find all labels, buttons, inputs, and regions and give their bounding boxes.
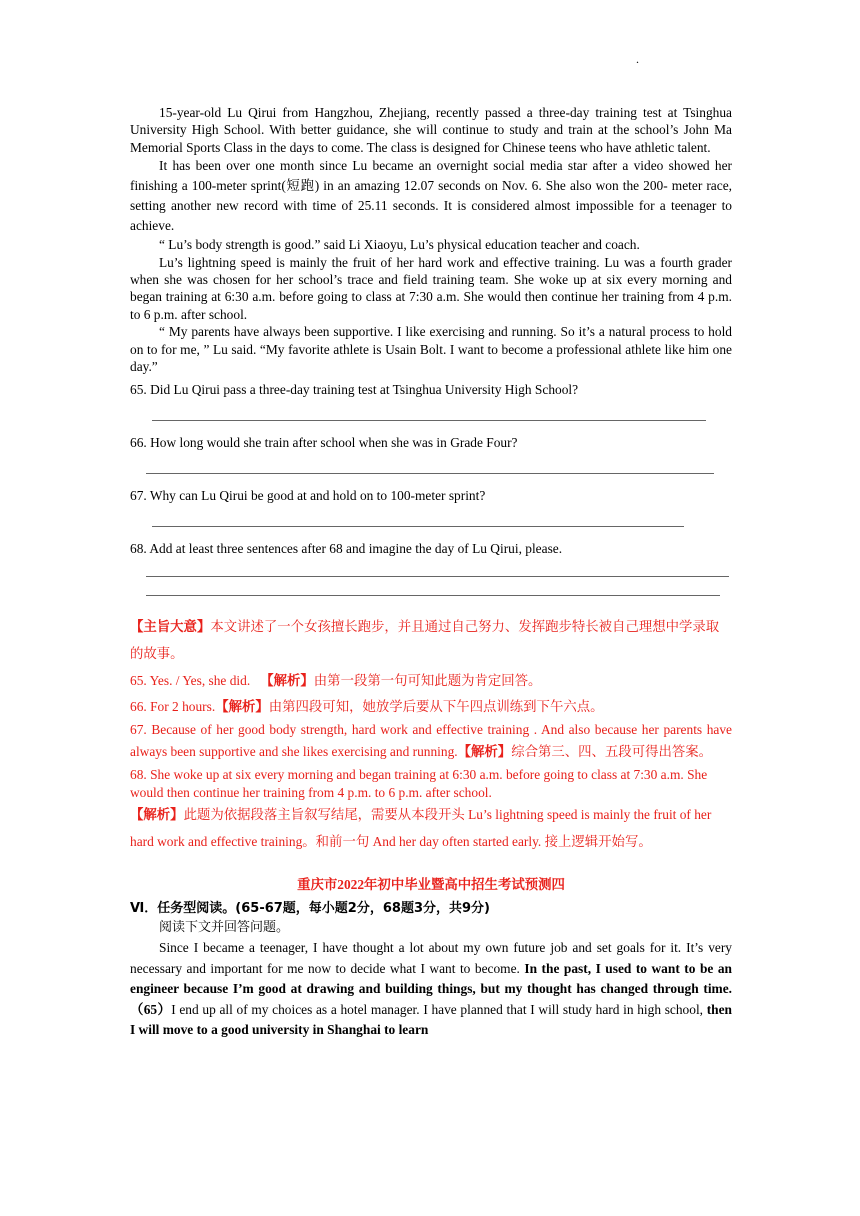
answer-line-66[interactable] (146, 473, 714, 474)
main-idea-tag: 【主旨大意】 (130, 620, 211, 636)
answer-67-text: 67. Because of her good body strength, hard work and effective training . And also because her parents have always been supportive and she likes exercising and running. (130, 722, 732, 760)
answer-67-note: 综合第三、四、五段可得出答案。 (511, 745, 713, 761)
answer-66 (130, 696, 732, 719)
answer-68-analysis (130, 802, 732, 856)
answer-67-tag: 【解析】 (457, 745, 512, 761)
section-passage-part-b: In the past, I used to want to be an engineer because I’m good at drawing and building things, but my thought has changed through time. (130, 960, 732, 997)
answer-key (130, 614, 732, 856)
answer-68-note-2: 。和前一句 (302, 835, 370, 851)
answer-65-tag: 【解析】 (260, 674, 314, 690)
passage-paragraph-3: “ Lu’s body strength is good.” said Li Xiaoyu, Lu’s physical education teacher and coach. (159, 237, 640, 253)
answer-line-68b[interactable] (146, 595, 720, 596)
answer-68-note-1: 此题为依据段落主旨叙写结尾，需要从本段开头 (183, 808, 465, 824)
section-passage-part-a: Since I became a teenager, I have thought a lot about my own future job and set goals for it. It’s very necessary and important for me now to decide what I want to become. (130, 940, 732, 976)
section-heading: Ⅵ．任务型阅读。(65-67题，每小题2分，68题3分，共9分) (130, 901, 490, 917)
answer-line-68a[interactable] (146, 576, 729, 577)
document-page (130, 104, 732, 1041)
section-passage (130, 938, 732, 1041)
passage-paragraph-2: It has been over one month since Lu became an overnight social media star after a video showed her finishing a 100-meter sprint(短跑) in an amazing 12.07 seconds on Nov. 6. She also won the 200- meter race, setting another new record with time of 25.11 seconds. It is considered almost impossible for a teenager to achieve. (130, 158, 732, 234)
passage-paragraph-5: “ My parents have always been supportive. I like exercising and running. So it’s a natural process to hold on to for me, ” Lu said. “My favorite athlete is Usain Bolt. I want to become a professional athlete like him one day.” (130, 324, 732, 375)
answer-68: 68. She woke up at six every morning and began training at 6:30 a.m. before going to class at 7:30 a.m. She would then continue her training from 4 p.m. to 6 p.m. after school. (130, 767, 708, 801)
answer-line-65[interactable] (152, 420, 706, 421)
header-mark: . (636, 52, 639, 66)
answer-66-tag: 【解析】 (215, 700, 269, 716)
answer-68-quote-1: Lu’s lightning speed is mainly the fruit of her hard work and effective training (130, 807, 712, 850)
passage-paragraph-1: 15-year-old Lu Qirui from Hangzhou, Zhejiang, recently passed a three-day training test at Tsinghua University High School. With better guidance, she will continue to study and train at the school’s John Ma Memorial Sports Class in the days to come. The class is designed for Chinese teens who have athletic talent. (130, 105, 732, 155)
main-idea (130, 614, 732, 668)
answer-68-note-3: 接上逻辑开始写。 (544, 835, 652, 851)
passage-paragraph-4: Lu’s lightning speed is mainly the fruit of her hard work and effective training. Lu was a fourth grader when she was chosen for her school’s trace and field training team. She woke up at six every morning and began training at 6:30 a.m. before going to class at 7:30 a.m. She would then continue her training from 4 p.m. to 6 p.m. after school. (130, 254, 732, 322)
answer-67 (130, 719, 732, 764)
answer-65 (130, 670, 732, 693)
answer-line-67[interactable] (152, 526, 684, 527)
answer-68-tag: 【解析】 (130, 808, 184, 824)
blank-65-marker: （65） (130, 1001, 172, 1017)
section-passage-part-d: I end up all of my choices as a hotel manager. I have planned that I will study hard in high school, (171, 1001, 707, 1017)
question-66: 66. How long would she train after school when she was in Grade Four? (130, 435, 518, 451)
section-instruction: 阅读下文并回答问题。 (159, 920, 290, 936)
answer-65-text: 65. Yes. / Yes, she did. (130, 673, 251, 689)
answer-66-note: 由第四段可知，她放学后要从下午四点训练到下午六点。 (268, 700, 604, 716)
answer-66-text: 66. For 2 hours. (130, 699, 216, 715)
question-67: 67. Why can Lu Qirui be good at and hold on to 100-meter sprint? (130, 488, 486, 504)
question-68: 68. Add at least three sentences after 68 and imagine the day of Lu Qirui, please. (130, 541, 563, 557)
main-idea-text: 本文讲述了一个女孩擅长跑步，并且通过自己努力、发挥跑步特长被自己理想中学录取的故事。 (130, 620, 720, 663)
answer-68-quote-2: And her day often started early. (369, 834, 545, 850)
answer-65-note: 由第一段第一句可知此题为肯定回答。 (313, 674, 542, 690)
section-passage-part-e: then I will move to a good university in Shanghai to learn (130, 1001, 733, 1038)
question-65: 65. Did Lu Qirui pass a three-day training test at Tsinghua University High School? (130, 382, 579, 398)
section-title: 重庆市2022年初中毕业暨高中招生考试预测四 (297, 877, 565, 893)
